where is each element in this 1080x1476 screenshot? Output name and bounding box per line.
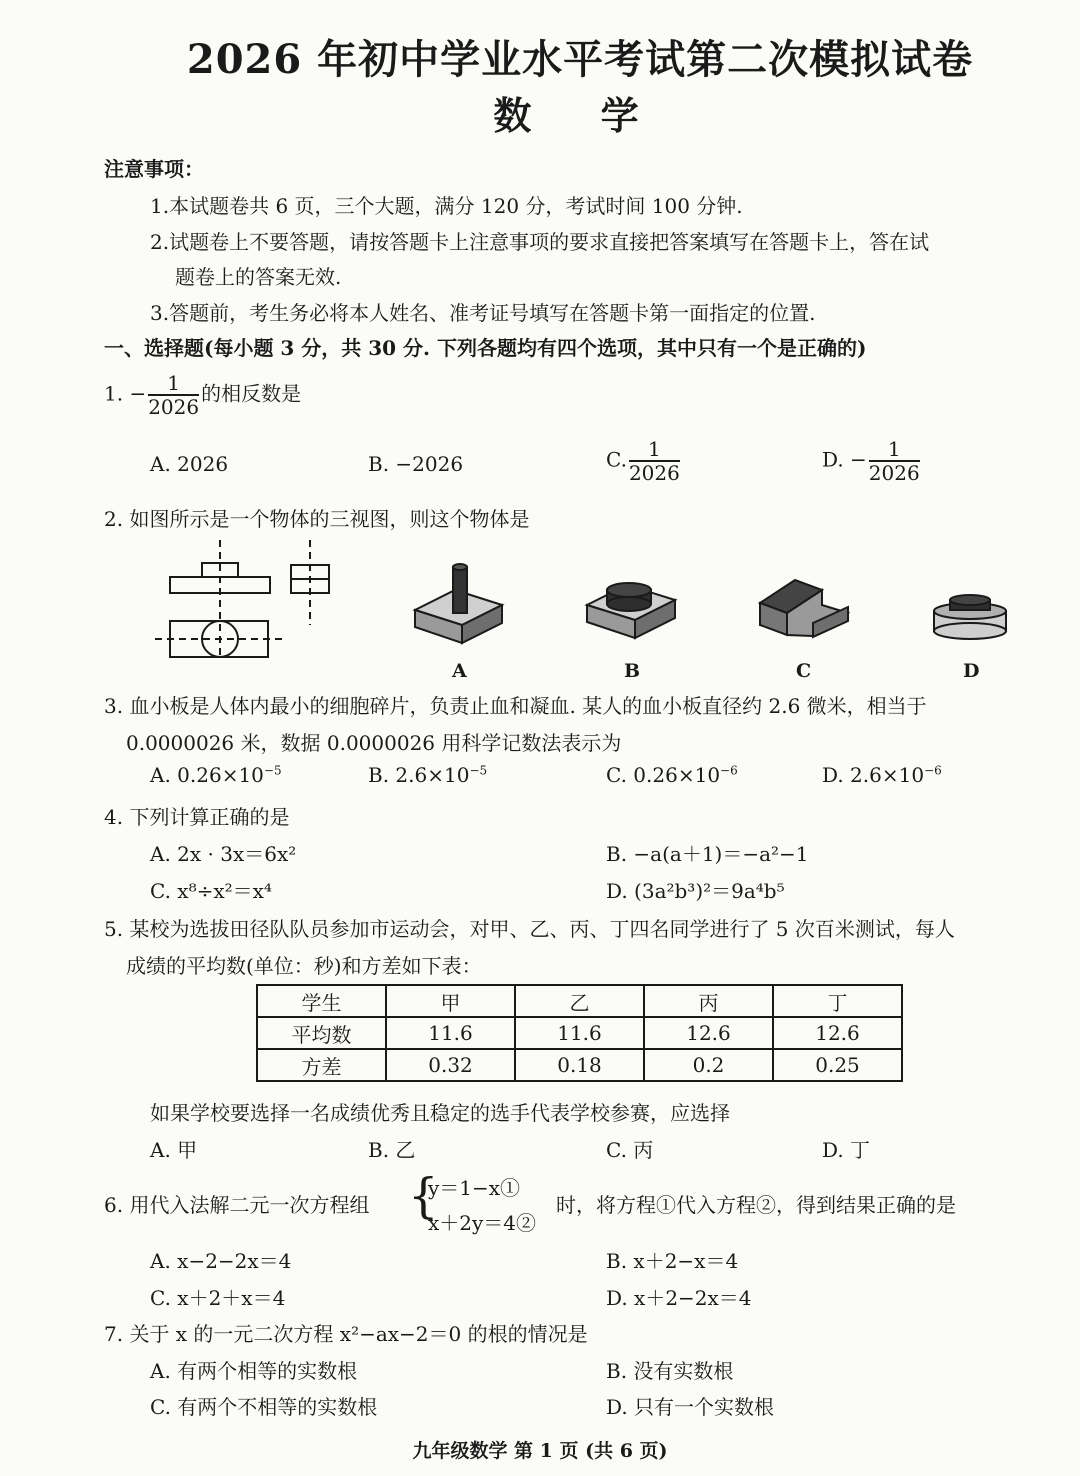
subject-title: 数 学 [493,93,667,138]
table-row [257,985,902,1017]
question-4-stem: 4. 下列计算正确的是 [104,805,290,829]
section-heading: 一、选择题(每小题 3 分，共 30 分. 下列各题均有四个选项，其中只有一个是正确的) [104,336,867,360]
table-cell: 0.18 [515,1049,644,1081]
fraction: $\frac{1}{2026}$ [148,371,200,419]
q6-option-d: D. x＋2−2x＝4 [606,1286,752,1310]
table-cell: 丙 [644,985,773,1017]
table-cell: 丁 [773,985,902,1017]
q2-label-a: A [452,660,467,682]
table-cell: 0.2 [644,1049,773,1081]
question-7-stem: 7. 关于 x 的一元二次方程 x²−ax−2＝0 的根的情况是 [104,1322,588,1346]
q1-option-d: D. − $\frac{1}{2026}$ [822,437,920,485]
question-3-line2: 0.0000026 米，数据 0.0000026 用科学记数法表示为 [126,731,622,755]
equation-1: y＝1−x① [428,1176,521,1200]
question-5-ask: 如果学校要选择一名成绩优秀且稳定的选手代表学校参赛，应选择 [150,1101,730,1125]
q4-option-c: C. x⁸÷x²＝x⁴ [150,879,272,903]
note-item-3: 3.答题前，考生务必将本人姓名、准考证号填写在答题卡第一面指定的位置. [150,301,816,325]
q6-option-a: A. x−2−2x＝4 [150,1249,292,1273]
page-footer: 九年级数学 第 1 页 (共 6 页) [412,1440,668,1462]
table-cell: 12.6 [773,1017,902,1049]
table-cell: 11.6 [515,1017,644,1049]
score-table [256,984,903,1082]
exam-title: 2026 年初中学业水平考试第二次模拟试卷 [186,36,974,83]
equation-2: x＋2y＝4② [428,1211,537,1235]
question-5-line2: 成绩的平均数(单位：秒)和方差如下表： [126,954,482,978]
question-6-suffix: 时，将方程①代入方程②，得到结果正确的是 [556,1193,956,1217]
q3-option-c: C. $0.26\times 10^{-6}$ [606,763,738,787]
question-2-stem: 2. 如图所示是一个物体的三视图，则这个物体是 [104,507,530,531]
system-brace: { [408,1168,439,1224]
table-row [257,1017,902,1049]
q4-option-d: D. (3a²b³)²＝9a⁴b⁵ [606,879,785,903]
table-cell: 平均数 [257,1017,386,1049]
three-view-figure [150,535,1030,685]
q3-option-d: D. $2.6\times 10^{-6}$ [822,763,942,787]
q7-option-a: A. 有两个相等的实数根 [150,1359,358,1383]
q1-option-b: B. −2026 [368,452,464,476]
q4-option-b: B. −a(a＋1)＝−a²−1 [606,842,809,866]
question-5-line1: 5. 某校为选拔田径队队员参加市运动会，对甲、乙、丙、丁四名同学进行了 5 次百米测试，每人 [104,917,955,941]
q3-option-b: B. $2.6\times 10^{-5}$ [368,763,488,787]
q2-label-d: D [963,660,980,682]
note-item-1: 1.本试题卷共 6 页，三个大题，满分 120 分，考试时间 100 分钟. [150,194,743,218]
note-item-2-cont: 题卷上的答案无效. [175,265,342,289]
table-cell: 12.6 [644,1017,773,1049]
note-item-2: 2.试题卷上不要答题，请按答题卡上注意事项的要求直接把答案填写在答题卡上，答在试 [150,230,930,254]
option-d-solid [934,595,1006,639]
q7-option-b: B. 没有实数根 [606,1359,734,1383]
table-cell: 方差 [257,1049,386,1081]
q5-option-b: B. 乙 [368,1138,416,1162]
option-b-solid [587,583,675,638]
table-cell: 0.25 [773,1049,902,1081]
table-row [257,1049,902,1081]
question-1-stem: 1. − $\frac{1}{2026}$ 的相反数是 [104,371,302,419]
table-cell: 甲 [386,985,515,1017]
q2-label-b: B [624,660,641,682]
q2-label-c: C [796,660,812,682]
q5-option-c: C. 丙 [606,1138,654,1162]
table-cell: 乙 [515,985,644,1017]
table-cell: 学生 [257,985,386,1017]
q1-option-a: A. 2026 [150,452,229,476]
q3-option-a: A. $0.26\times 10^{-5}$ [150,763,282,787]
q6-option-c: C. x＋2＋x＝4 [150,1286,286,1310]
table-cell: 11.6 [386,1017,515,1049]
q7-option-d: D. 只有一个实数根 [606,1395,775,1419]
q5-option-d: D. 丁 [822,1138,871,1162]
q4-option-a: A. 2x · 3x＝6x² [150,842,297,866]
notes-heading: 注意事项： [104,157,204,181]
q1-option-c: C. $\frac{1}{2026}$ [606,437,680,485]
option-a-solid [415,564,502,643]
question-6-prefix: 6. 用代入法解二元一次方程组 [104,1193,370,1217]
question-3-line1: 3. 血小板是人体内最小的细胞碎片，负责止血和凝血. 某人的血小板直径约 2.6 微米，相当于 [104,694,927,718]
q6-option-b: B. x＋2−x＝4 [606,1249,739,1273]
option-c-solid [760,580,848,637]
q7-option-c: C. 有两个不相等的实数根 [150,1395,378,1419]
q5-option-a: A. 甲 [150,1138,198,1162]
table-cell: 0.32 [386,1049,515,1081]
